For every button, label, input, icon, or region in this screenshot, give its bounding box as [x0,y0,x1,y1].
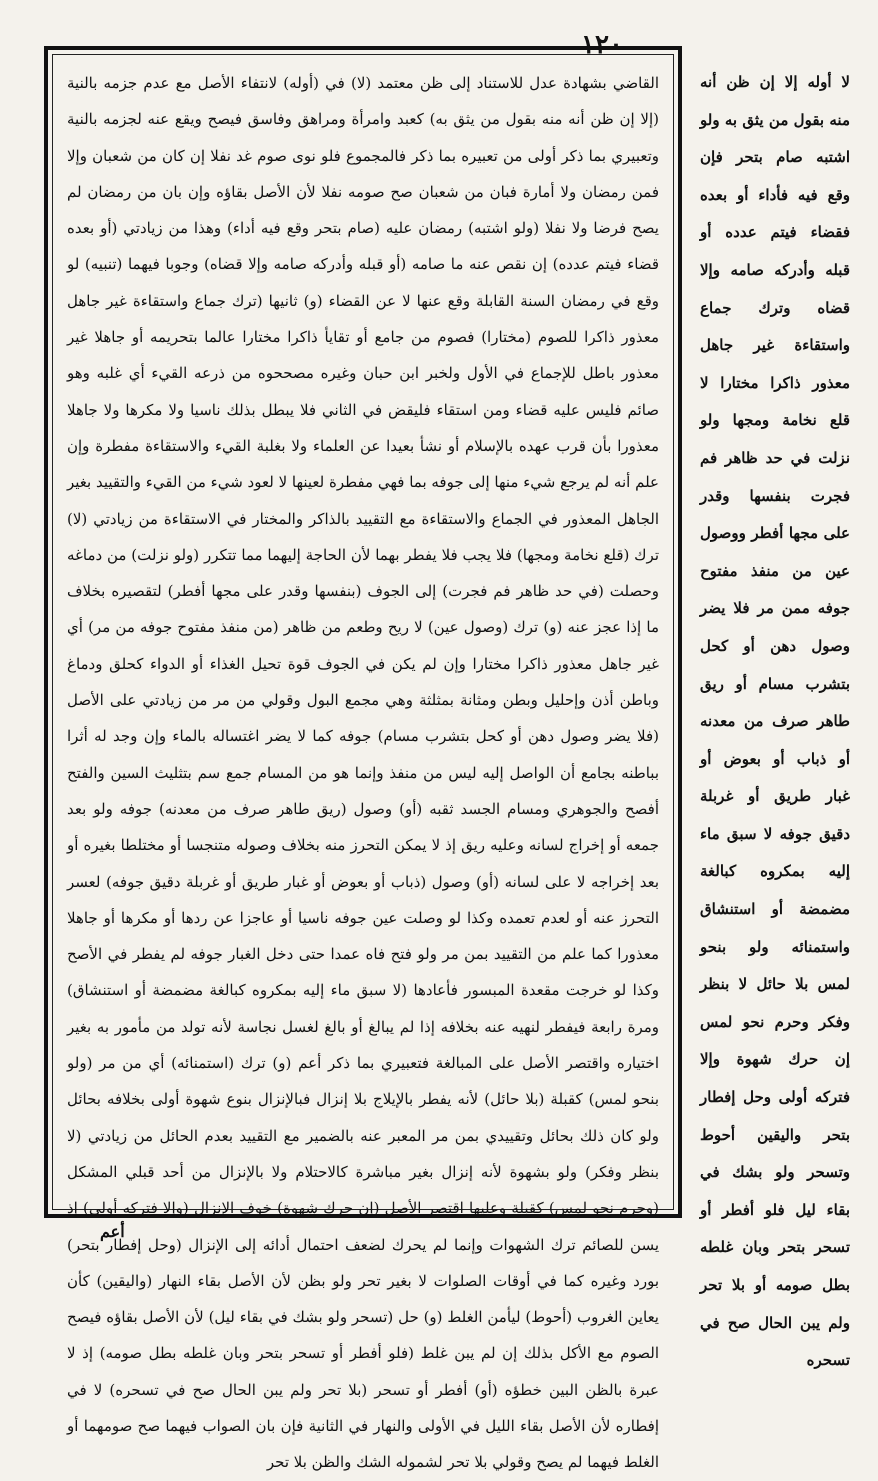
matn-text: لا أوله إلا إن ظن أنه منه بقول من يثق به ولو اشتبه صام بتحر فإن وقع فيه فأداء أو بعده فقضاء فيتم عدده أو قبله وأدركه صامه وإلا قضاه وترك جماع واستقاءة غير جاهل معذور ذاكرا مختارا لا قلع نخامة ومجها ولو نزلت في حد ظاهر فم فجرت بنفسها وقدر على مجها أفطر ووصول عين من منفذ مفتوح جوفه ممن مر فلا يضر وصول دهن أو كحل بتشرب مسام أو ريق طاهر صرف من معدنه أو ذباب أو بعوض أو غبار طريق أو غربلة دقيق جوفه لا سبق ماء إليه بمكروه كبالغة مضمضة أو استنشاق واستمنائه ولو بنحو لمس بلا حائل لا بنظر وفكر وحرم نحو لمس إن حرك شهوة وإلا فتركه أولى وحل إفطار بتحر واليقين أحوط وتسحر ولو بشك في بقاء ليل فلو أفطر أو تسحر بتحر وبان غلطه بطل صومه أو بلا تحر ولم يبن الحال صح في تسحره [700,73,850,1370]
page-number: ١٢٠ [581,30,623,60]
commentary-text: القاضي بشهادة عدل للاستناد إلى ظن معتمد (لا) في (أوله) لانتفاء الأصل مع عدم جزمه بالنية (إلا إن ظن أنه منه بقول من يثق به) كعبد وامرأة ومراهق وفاسق فيصح ويقع عنه لجزمه بالنية وتعبيري بما ذكر أولى من تعبيره بما ذكر فالمجموع فلو نوى صوم غد نفلا إن كان من شعبان وإلا فمن رمضان ولا أمارة فبان من شعبان صح صومه نفلا لأن الأصل بقاؤه وإن بان من رمضان لم يصح فرضا ولا نفلا (ولو اشتبه) رمضان عليه (صام بتحر وقع فيه أداء) وهذا من زيادتي (أو بعده قضاء فيتم عدده) إن نقص عنه ما صامه (أو قبله وأدركه صامه وإلا قضاه) وجوبا فيهما (تنبيه) لو وقع في رمضان السنة القابلة وقع عنها لا عن القضاء (و) ثانيها (ترك جماع واستقاءة غير جاهل معذور ذاكرا للصوم (مختارا) فصوم من جامع أو تقايأ ذاكرا مختارا عالما بتحريمه أو جاهلا غير معذور باطل للإجماع في الأول ولخبر ابن حبان وغيره مصححوه من ذرعه القيء أي غلبه وهو صائم فليس عليه قضاء ومن استقاء فليقض في الثاني فلا يبطل بذلك ناسيا ولا مكرها ولا جاهلا معذورا بأن قرب عهده بالإسلام أو نشأ بعيدا عن العلماء ولا بغلبة القيء والاستقاءة مفطرة وإن علم أنه لم يرجع شيء منها إلى جوفه بما فهي مفطرة لعينها لا لعود شيء من القيء والتقييد بغير الجاهل المعذور في الجماع والاستقاءة مع التقييد بالذاكر والمختار في الاستقاءة من زيادتي (لا) ترك (قلع نخامة ومجها) فلا يجب فلا يفطر بهما لأن الحاجة إليهما مما تتكرر (ولو نزلت) من دماغه وحصلت (في حد ظاهر فم فجرت) إلى الجوف (بنفسها وقدر على مجها أفطر) لتقصيره بخلاف ما إذا عجز عنه (و) ترك (وصول عين) لا ريح وطعم من ظاهر (من منفذ مفتوح جوفه من مر) أي غير جاهل معذور ذاكرا مختارا وإن لم يكن في الجوف قوة تحيل الغذاء أو الدواء كحلق ودماغ وباطن أذن وإحليل وبطن ومثانة بمثلثة وهي مجمع البول وقولي من مر من زيادتي على الأصل (فلا يضر وصول دهن أو كحل بتشرب مسام) جوفه كما لا يضر اغتساله بالماء وإن وجد له أثرا بباطنه بجامع أن الواصل إليه ليس من منفذ وإنما هو من المسام جمع سم بتثليث السين والفتح أفصح والجوهري ومسام الجسد ثقبه (أو) وصول (ريق طاهر صرف من معدنه) جوفه ولو بعد جمعه أو إخراج لسانه وعليه ريق إذ لا يمكن التحرز منه بخلاف وصوله متنجسا أو مختلطا بغيره أو بعد إخراجه لا على لسانه (أو) وصول (ذباب أو بعوض أو غبار طريق أو غربلة دقيق جوفه) لعسر التحرز عنه أو لعدم تعمده وكذا لو وصلت عين جوفه ناسيا أو عاجزا عن ردها أو مكرها أو جاهلا معذورا كما علم من التقييد بمن مر ولو فتح فاه عمدا حتى دخل الغبار جوفه لم يفطر في الأصح وكذا لو خرجت مقعدة المبسور فأعادها (لا سبق ماء إليه بمكروه كبالغة مضمضة أو استنشاق) ومرة رابعة فيفطر لنهيه عنه بخلافه إذا لم يبالغ أو بالغ لغسل نجاسة لأنه تولد من مأمور به بغير اختياره واقتصر الأصل على المبالغة فتعبيري بما ذكر أعم (و) ترك (استمنائه) أي من مر (ولو بنحو لمس) كقبلة (بلا حائل) لأنه يفطر بالإيلاج بلا إنزال فبالإنزال بنوع شهوة أولى بخلافه بحائل ولو كان ذلك بحائل وتقييدي بمن مر المعبر عنه بالضمير مع التقييد بعدم الحائل من زيادتي (لا بنظر وفكر) ولو بشهوة لأنه إنزال بغير مباشرة كالاحتلام ولا بالإنزال من أحد قبلي المشكل (وحرم نحو لمس) كقبلة وعليها اقتصر الأصل (إن حرك شهوة) خوف الإنزال (وإلا فتركه أولى) إذ يسن للصائم ترك الشهوات وإنما لم يحرك لضعف احتمال أدائه إلى الإنزال (وحل إفطار بتحر) بورد وغيره كما في أوقات الصلوات لا بغير تحر ولو بظن لأن الأصل بقاء النهار (واليقين) كأن يعاين الغروب (أحوط) ليأمن الغلط (و) حل (تسحر ولو بشك في بقاء ليل) لأن الأصل بقاؤه فيصح الصوم مع الأكل بذلك إن لم يبن غلط (فلو أفطر أو تسحر بتحر وبان غلطه بطل صومه) إذ لا عبرة بالظن البين خطؤه (أو) أفطر أو تسحر (بلا تحر ولم يبن الحال صح في تسحره) لا في إفطاره لأن الأصل بقاء الليل في الأولى والنهار في الثانية فإن بان الصواب فيهما صح صومهما أو الغلط فيهما لم يصح وقولي بلا تحر لشموله الشك والظن بلا تحر [67,74,659,1472]
main-text-inner-border [52,54,674,1472]
margin-matn-column [700,64,850,1370]
catchword: أعم [100,1222,125,1241]
main-text-frame [44,46,682,1472]
